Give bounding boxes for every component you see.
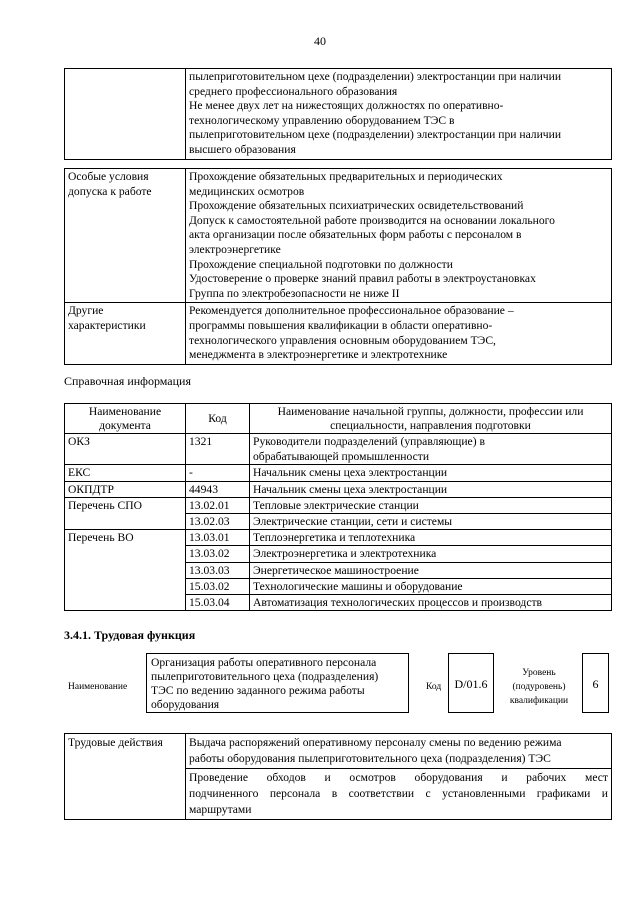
code-cell: 13.02.03 — [186, 514, 250, 530]
name-cell: Автоматизация технологических процессов и производств — [250, 595, 612, 611]
table-row — [65, 530, 612, 546]
text-line: среднего профессионального образования — [189, 84, 398, 98]
row-label: допуска к работе — [68, 184, 152, 198]
document-cell: ОКЗ — [65, 434, 186, 465]
column-header-name: Наименование начальной группы, должности, профессии или специальности, направления подготовки — [250, 404, 612, 434]
name-cell: Электрические станции, сети и системы — [250, 514, 612, 530]
text-line: технологическому управлению оборудованием ТЭС в — [189, 113, 455, 127]
table-cell-value — [186, 169, 612, 303]
text-line: электроэнергетике — [189, 242, 281, 256]
name-cell: Тепловые электрические станции — [250, 497, 612, 513]
row-label: Другие — [68, 304, 104, 318]
labor-actions-label: Трудовые действия — [65, 734, 186, 820]
table-row — [65, 434, 612, 465]
qualification-level-box: 6 — [582, 653, 609, 713]
table-row — [65, 303, 612, 364]
text-line: Не менее двух лет на нижестоящих должностях по оперативно- — [189, 99, 504, 113]
function-code-box: D/01.6 — [448, 653, 494, 713]
text-line: медицинских осмотров — [189, 184, 305, 198]
document-cell: Перечень СПО — [65, 497, 186, 529]
table-row — [65, 734, 612, 769]
text-line: пылеприготовительном цехе (подразделении) электростанции при наличии — [189, 128, 562, 142]
labor-action-item: Проведение обходов и осмотров оборудования и рабочих мест подчиненного персонала в соответствии с установленными графиками и маршрутами — [186, 769, 612, 820]
code-label: Код — [426, 682, 442, 692]
code-cell: 15.03.02 — [186, 578, 250, 594]
text-line: Группа по электробезопасности не ниже II — [189, 286, 400, 300]
text-line: Прохождение обязательных психиатрических освидетельствований — [189, 199, 524, 213]
text-line: программы повышения квалификации в области оперативно- — [189, 318, 493, 332]
row-label: характеристики — [68, 318, 146, 332]
text-line: технологического управления основным оборудованием ТЭС, — [189, 333, 496, 347]
table-header-row — [65, 404, 612, 434]
table-row — [65, 69, 612, 160]
text-line: высшего образования — [189, 142, 296, 156]
name-cell: Начальник смены цеха электростанции — [250, 481, 612, 497]
name-cell: Энергетическое машиностроение — [250, 562, 612, 578]
text-line: акта организации после обязательных форм работы с персоналом в — [189, 228, 522, 242]
page-number: 40 — [314, 34, 326, 48]
reference-info-table — [64, 403, 612, 611]
name-cell: Технологические машины и оборудование — [250, 578, 612, 594]
name-cell: Теплоэнергетика и теплотехника — [250, 530, 612, 546]
text-line: Удостоверение о проверке знаний правил работы в электроустановках — [189, 272, 536, 286]
code-cell: 13.03.03 — [186, 562, 250, 578]
code-cell: 15.03.04 — [186, 595, 250, 611]
text-line: менеджмента в электроэнергетике и электротехнике — [189, 348, 448, 362]
text-line: Прохождение обязательных предварительных и периодических — [189, 170, 503, 183]
section-heading: 3.4.1. Трудовая функция — [64, 628, 196, 642]
name-cell: Руководители подразделений (управляющие) в обрабатывающей промышленности — [250, 434, 612, 465]
qualification-requirements-table — [64, 68, 612, 160]
admission-conditions-table — [64, 168, 612, 365]
table-cell-label — [65, 303, 186, 364]
column-header-document: Наименование документа — [65, 404, 186, 434]
code-cell: - — [186, 465, 250, 481]
column-header-code: Код — [186, 404, 250, 434]
code-cell: 1321 — [186, 434, 250, 465]
name-label: Наименование — [68, 682, 128, 692]
table-row — [65, 465, 612, 481]
row-label: Особые условия — [68, 170, 149, 183]
table-row — [65, 169, 612, 303]
code-cell: 13.02.01 — [186, 497, 250, 513]
code-cell: 44943 — [186, 481, 250, 497]
document-cell: ЕКС — [65, 465, 186, 481]
function-name-box: Организация работы оперативного персонала пылеприготовительного цеха (подразделения) ТЭС по ведению заданного режима работы оборудования — [146, 653, 409, 713]
table-cell-label — [65, 69, 186, 160]
table-cell-value — [186, 69, 612, 160]
document-cell: Перечень ВО — [65, 530, 186, 611]
text-line: пылеприготовительном цехе (подразделении) электростанции при наличии — [189, 70, 562, 83]
code-cell: 13.03.01 — [186, 530, 250, 546]
text-line: Рекомендуется дополнительное профессиональное образование – — [189, 304, 514, 318]
qualification-level-label: Уровень (подуровень) квалификации — [509, 668, 569, 706]
table-cell-value — [186, 303, 612, 364]
name-cell: Начальник смены цеха электростанции — [250, 465, 612, 481]
table-row — [65, 481, 612, 497]
code-cell: 13.03.02 — [186, 546, 250, 562]
table-row — [65, 497, 612, 513]
reference-info-label: Справочная информация — [64, 374, 191, 388]
labor-action-item: Выдача распоряжений оперативному персоналу смены по ведению режима работы оборудования пылеприготовительного цеха (подразделения) ТЭС — [186, 734, 612, 769]
text-line: Допуск к самостоятельной работе производится на основании локального — [189, 213, 555, 227]
table-cell-label — [65, 169, 186, 303]
labor-actions-table — [64, 733, 612, 820]
name-cell: Электроэнергетика и электротехника — [250, 546, 612, 562]
text-line: Прохождение специальной подготовки по должности — [189, 257, 453, 271]
document-cell: ОКПДТР — [65, 481, 186, 497]
